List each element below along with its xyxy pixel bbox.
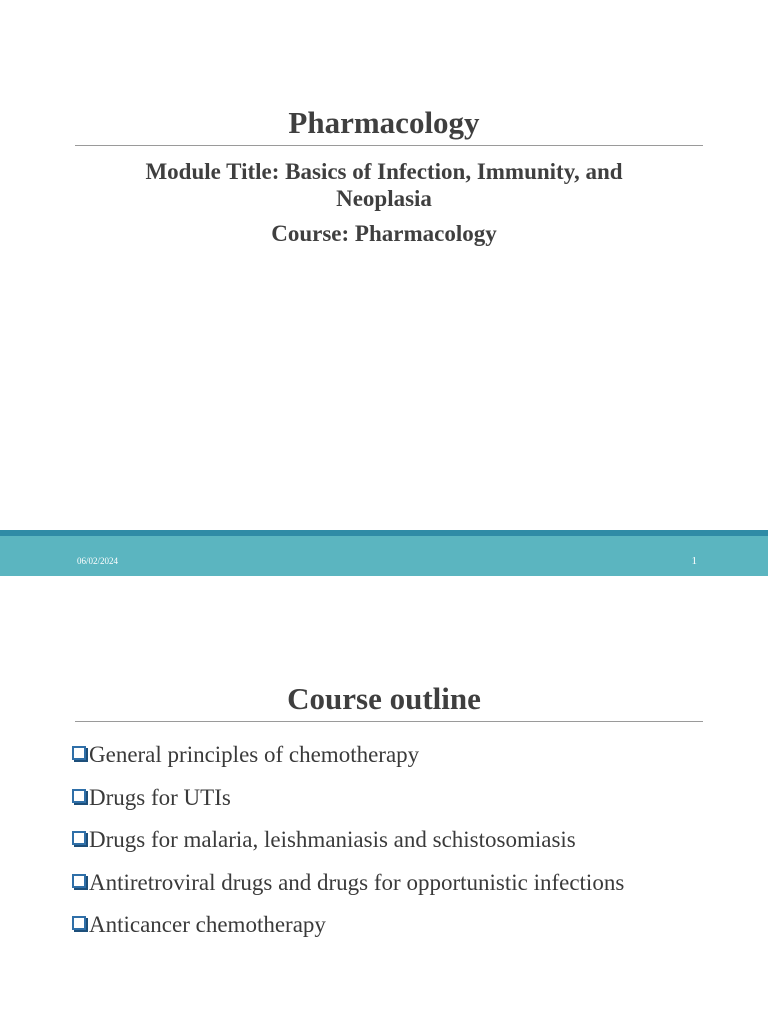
slide-number: 1: [691, 555, 697, 567]
hollow-square-bullet-icon: [72, 831, 86, 845]
outline-item: [72, 777, 722, 820]
outline-list: [72, 734, 722, 947]
slide-outline-heading: Course outline: [287, 681, 481, 716]
module-title-line-2: Neoplasia: [336, 186, 432, 211]
hollow-square-bullet-icon: [72, 874, 86, 888]
outline-item-text: Drugs for UTIs: [89, 784, 231, 810]
hollow-square-bullet-icon: [72, 916, 86, 930]
course-name: Course: Pharmacology: [271, 221, 497, 246]
outline-item: [72, 904, 722, 947]
slide-course-outline: [0, 576, 768, 1024]
outline-item: [72, 819, 722, 862]
outline-item: [72, 862, 722, 905]
outline-item-text: Drugs for malaria, leishmaniasis and schistosomiasis: [89, 827, 576, 853]
module-title-line-1: Module Title: Basics of Infection, Immunity, and: [145, 159, 623, 184]
outline-item-text: Anticancer chemotherapy: [89, 912, 326, 938]
slide-title-heading: Pharmacology: [288, 105, 480, 140]
slide-subtitle: [100, 158, 668, 247]
footer-date: 06/02/2024: [77, 556, 119, 566]
title-divider: [75, 721, 703, 722]
hollow-square-bullet-icon: [72, 746, 86, 760]
hollow-square-bullet-icon: [72, 789, 86, 803]
title-divider: [75, 145, 703, 146]
outline-item: [72, 734, 722, 777]
outline-item-text: General principles of chemotherapy: [89, 742, 420, 768]
outline-item-text: Antiretroviral drugs and drugs for opportunistic infections: [89, 869, 625, 895]
slide-footer: [0, 530, 768, 576]
